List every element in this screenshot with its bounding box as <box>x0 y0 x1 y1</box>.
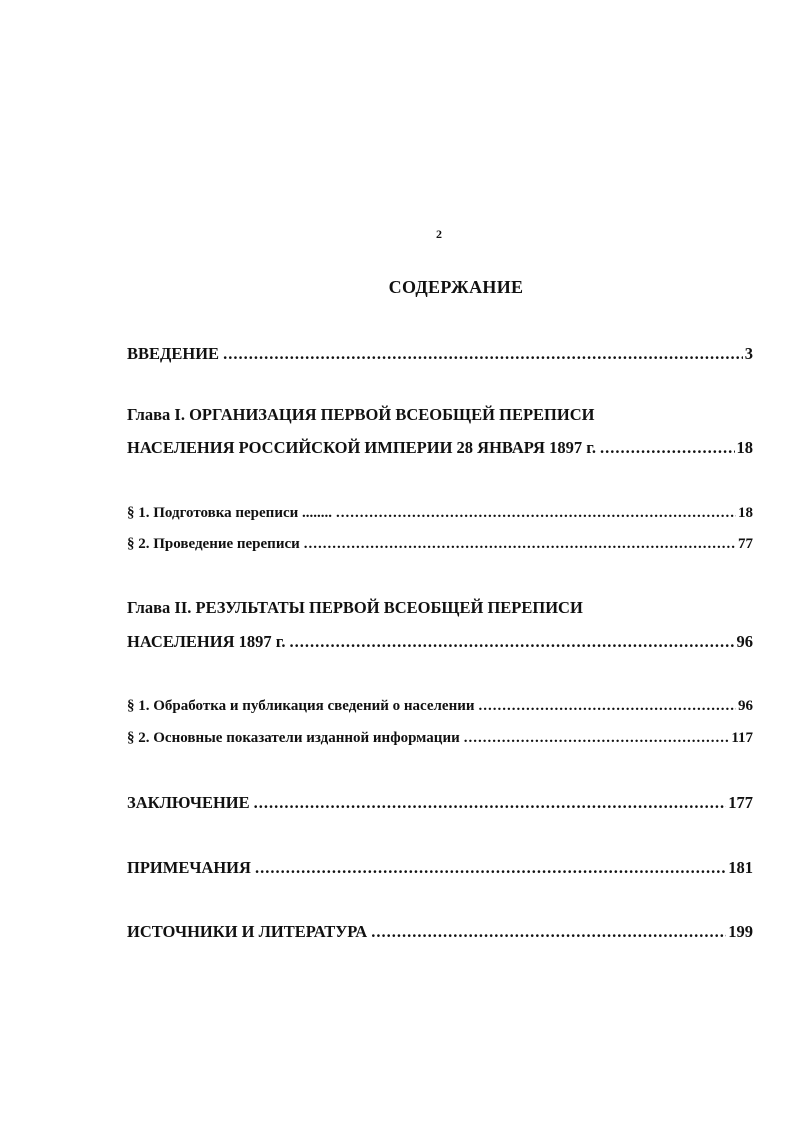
dot-leader <box>304 536 736 553</box>
toc-entry-text: § 2. Проведение переписи <box>127 536 300 552</box>
dot-leader <box>223 344 743 364</box>
toc-entry-text: ВВЕДЕНИЕ <box>127 344 220 363</box>
page-number: 2 <box>436 227 442 241</box>
toc-entry-chapter-2 <box>127 632 753 652</box>
toc-entry-intro <box>127 344 753 364</box>
toc-entry-page: 18 <box>738 505 753 521</box>
toc-entry-text: ПРИМЕЧАНИЯ <box>127 858 251 877</box>
dot-leader <box>290 632 735 652</box>
toc-entry-chapter-1-section-1 <box>127 505 753 522</box>
toc-entry-chapter-1-section-2 <box>127 536 753 553</box>
toc-entry-sources <box>127 922 753 942</box>
toc-entry-text: § 1. Подготовка переписи ........ <box>127 505 333 521</box>
dot-leader <box>479 698 736 715</box>
dot-leader <box>600 438 735 458</box>
toc-entry-page: 18 <box>736 438 753 457</box>
page-title: СОДЕРЖАНИЕ <box>388 277 524 297</box>
toc-entry-page: 77 <box>738 536 753 552</box>
dot-leader <box>371 922 726 942</box>
toc-entry-chapter-2-section-1 <box>127 698 753 715</box>
toc-entry-chapter-2-section-2 <box>127 730 753 747</box>
chapter-2-heading: Глава II. РЕЗУЛЬТАТЫ ПЕРВОЙ ВСЕОБЩЕЙ ПЕРЕПИСИ <box>127 598 583 617</box>
dot-leader <box>255 858 726 878</box>
toc-entry-text: ИСТОЧНИКИ И ЛИТЕРАТУРА <box>127 922 368 941</box>
dot-leader <box>464 730 730 747</box>
dot-leader <box>254 793 727 813</box>
toc-entry-text: НАСЕЛЕНИЯ 1897 г. <box>127 632 286 651</box>
toc-entry-notes <box>127 858 753 878</box>
toc-entry-text: ЗАКЛЮЧЕНИЕ <box>127 793 250 812</box>
toc-entry-text: § 2. Основные показатели изданной информации <box>127 730 460 746</box>
toc-entry-page: 199 <box>728 922 753 941</box>
toc-entry-page: 181 <box>728 858 753 877</box>
chapter-1-heading: Глава I. ОРГАНИЗАЦИЯ ПЕРВОЙ ВСЕОБЩЕЙ ПЕРЕПИСИ <box>127 405 595 424</box>
toc-entry-chapter-1 <box>127 438 753 458</box>
toc-entry-page: 177 <box>728 793 753 812</box>
toc-entry-page: 117 <box>731 730 753 746</box>
toc-entry-text: НАСЕЛЕНИЯ РОССИЙСКОЙ ИМПЕРИИ 28 ЯНВАРЯ 1897 г. <box>127 438 596 457</box>
toc-entry-page: 96 <box>736 632 753 651</box>
toc-entry-text: § 1. Обработка и публикация сведений о населении <box>127 698 475 714</box>
toc-entry-conclusion <box>127 793 753 813</box>
toc-entry-page: 96 <box>738 698 753 714</box>
dot-leader <box>336 505 736 522</box>
toc-entry-page: 3 <box>744 344 753 363</box>
